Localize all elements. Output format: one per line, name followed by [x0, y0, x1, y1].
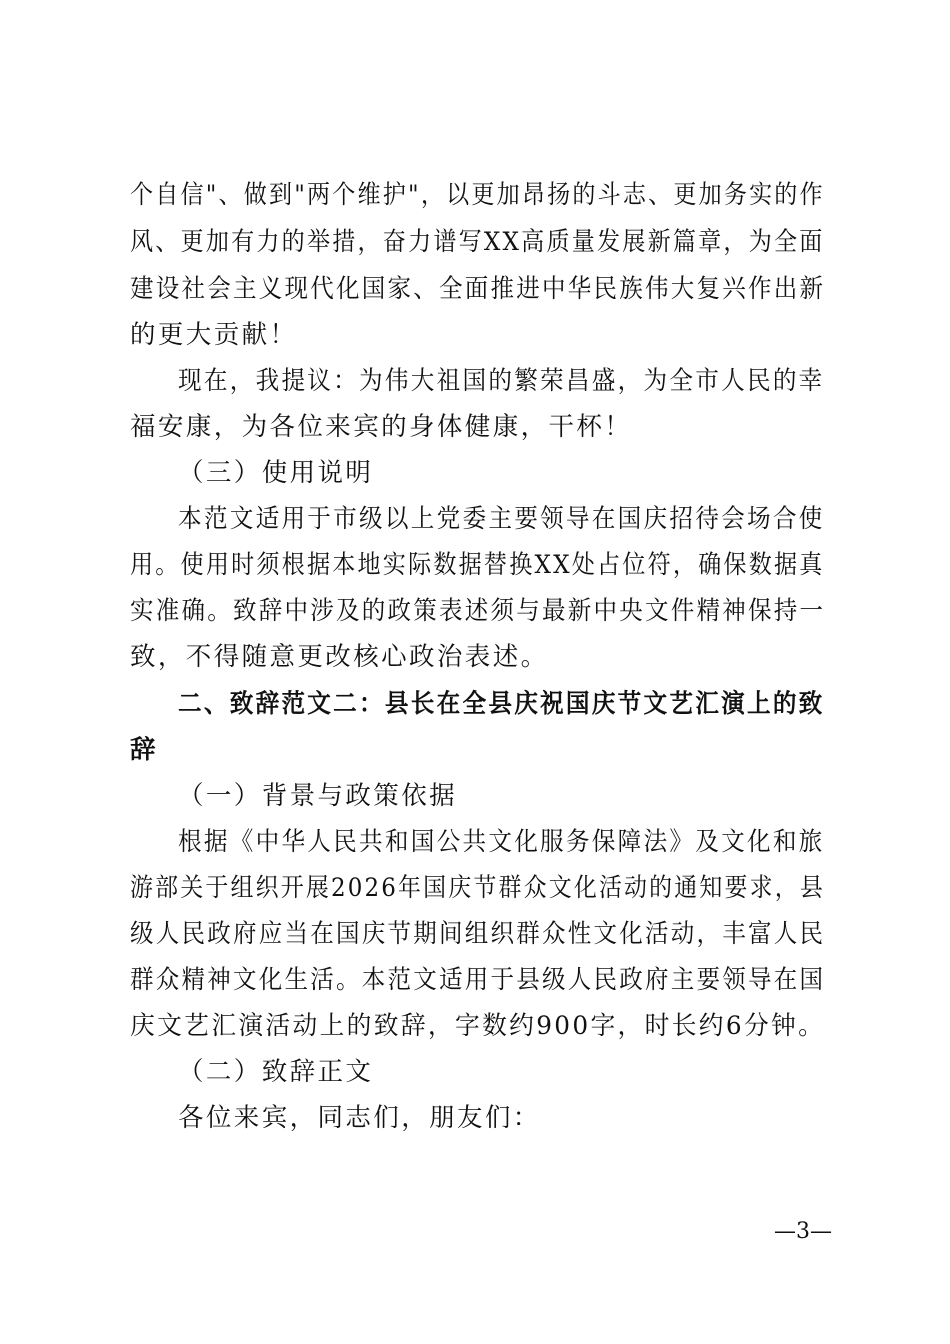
body-text-line: 根据《中华人民共和国公共文化服务保障法》及文化和旅 [178, 827, 825, 857]
body-text-line: 现在，我提议：为伟大祖国的繁荣昌盛，为全市人民的幸 [178, 366, 825, 396]
body-text-line: 游部关于组织开展2026年国庆节群众文化活动的通知要求，县 [130, 873, 825, 903]
body-text-line: 致，不得随意更改核心政治表述。 [130, 642, 549, 672]
body-text-line: 本范文适用于市级以上党委主要领导在国庆招待会场合使 [178, 504, 825, 534]
subsection-heading: （一）背景与政策依据 [178, 781, 458, 811]
subsection-heading: （三）使用说明 [178, 458, 374, 488]
body-text-line: 个自信"、做到"两个维护"，以更加昂扬的斗志、更加务实的作 [130, 180, 825, 210]
body-text-line: 用。使用时须根据本地实际数据替换XX处占位符，确保数据真 [130, 550, 825, 580]
body-text-line: 各位来宾，同志们，朋友们： [178, 1103, 541, 1133]
subsection-heading: （二）致辞正文 [178, 1057, 374, 1087]
body-text-line: 级人民政府应当在国庆节期间组织群众性文化活动，丰富人民 [130, 919, 826, 949]
body-text-line: 风、更加有力的举措，奋力谱写XX高质量发展新篇章，为全面 [130, 227, 825, 257]
body-text-line: 实准确。致辞中涉及的政策表述须与最新中央文件精神保持一 [130, 596, 826, 626]
section-heading: 辞 [130, 735, 158, 765]
body-text-line: 庆文艺汇演活动上的致辞，字数约900字，时长约6分钟。 [130, 1011, 826, 1041]
body-text-line: 建设社会主义现代化国家、全面推进中华民族伟大复兴作出新 [130, 274, 826, 304]
body-text-line: 群众精神文化生活。本范文适用于县级人民政府主要领导在国 [130, 965, 826, 995]
page-number: —3— [774, 1219, 832, 1244]
section-heading: 二、致辞范文二：县长在全县庆祝国庆节文艺汇演上的致 [178, 689, 825, 719]
body-text-line: 福安康，为各位来宾的身体健康，干杯！ [130, 412, 633, 442]
body-text-line: 的更大贡献！ [130, 320, 298, 350]
